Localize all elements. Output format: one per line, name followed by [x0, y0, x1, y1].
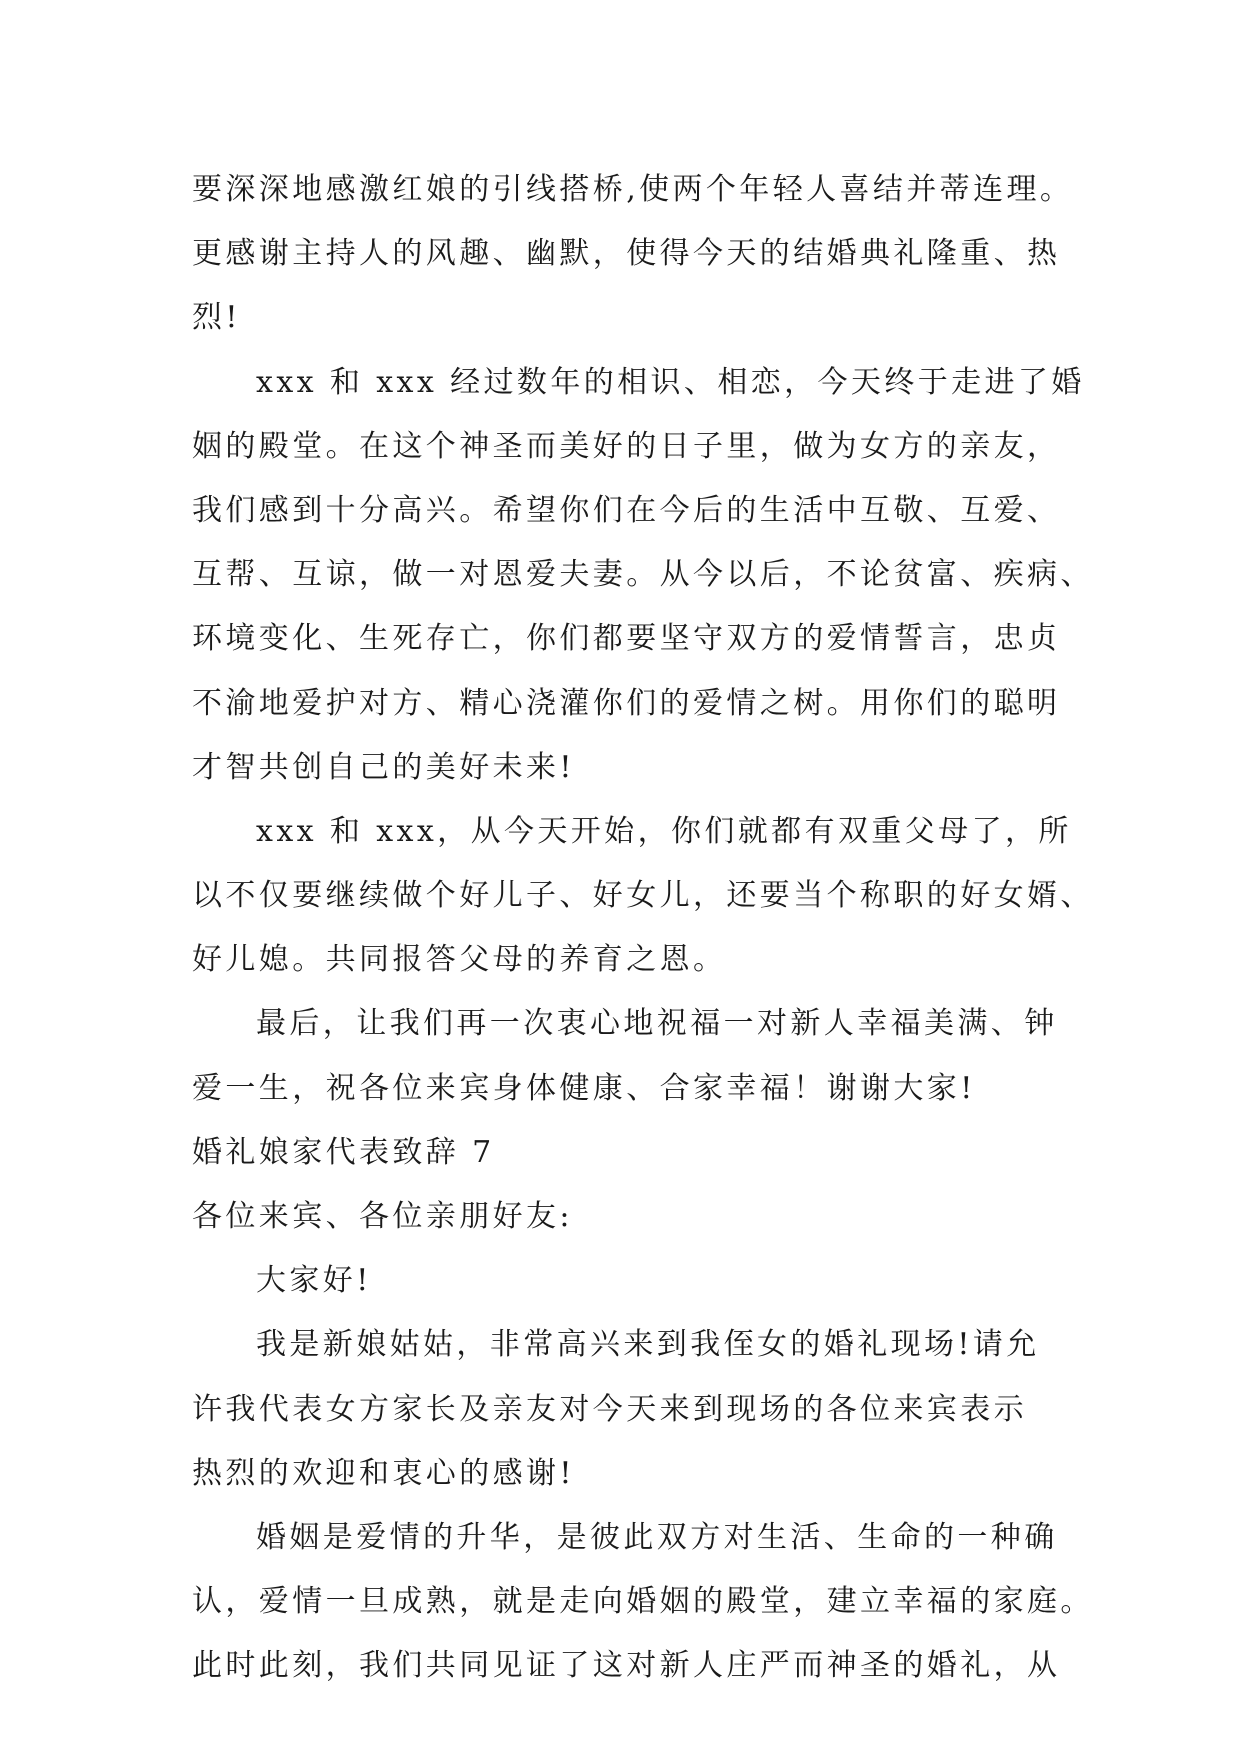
text-line: 才智共创自己的美好未来! — [192, 749, 575, 785]
text-line: 互帮、互谅，做一对恩爱夫妻。从今以后，不论贫富、疾病、 — [192, 557, 1094, 593]
greeting: 大家好! — [256, 1263, 372, 1299]
text-line: 姻的殿堂。在这个神圣而美好的日子里，做为女方的亲友， — [192, 428, 1061, 464]
section-heading: 婚礼娘家代表致辞 7 — [192, 1134, 495, 1170]
text-line: xxx 和 xxx，从今天开始，你们就都有双重父母了，所 — [256, 813, 1072, 849]
document-page — [192, 158, 1092, 1699]
text-line: 此时此刻，我们共同见证了这对新人庄严而神圣的婚礼，从 — [192, 1648, 1061, 1684]
text-line: 热烈的欢迎和衷心的感谢! — [192, 1455, 575, 1491]
text-line: 好儿媳。共同报答父母的养育之恩。 — [192, 942, 727, 978]
text-line: 爱一生，祝各位来宾身体健康、合家幸福！谢谢大家! — [192, 1070, 976, 1106]
text-line: 以不仅要继续做个好儿子、好女儿，还要当个称职的好女婿、 — [192, 878, 1094, 914]
text-line: 许我代表女方家长及亲友对今天来到现场的各位来宾表示 — [192, 1391, 1027, 1427]
text-line: xxx 和 xxx 经过数年的相识、相恋，今天终于走进了婚 — [256, 364, 1085, 400]
text-line: 不渝地爱护对方、精心浇灌你们的爱情之树。用你们的聪明 — [192, 685, 1061, 721]
text-line: 婚姻是爱情的升华，是彼此双方对生活、生命的一种确 — [256, 1519, 1058, 1555]
text-line: 环境变化、生死存亡，你们都要坚守双方的爱情誓言，忠贞 — [192, 621, 1061, 657]
text-line: 要深深地感激红娘的引线搭桥,使两个年轻人喜结并蒂连理。 — [192, 172, 1074, 207]
text-line: 认，爱情一旦成熟，就是走向婚姻的殿堂，建立幸福的家庭。 — [192, 1584, 1094, 1620]
text-line: 烈! — [192, 300, 241, 336]
text-line: 我是新娘姑姑，非常高兴来到我侄女的婚礼现场!请允 — [256, 1327, 1040, 1363]
text-line: 最后，让我们再一次衷心地祝福一对新人幸福美满、钟 — [256, 1006, 1058, 1042]
text-line: 更感谢主持人的风趣、幽默，使得今天的结婚典礼隆重、热 — [192, 236, 1061, 272]
text-line: 我们感到十分高兴。希望你们在今后的生活中互敬、互爱、 — [192, 492, 1061, 528]
salutation: 各位来宾、各位亲朋好友: — [192, 1199, 573, 1234]
